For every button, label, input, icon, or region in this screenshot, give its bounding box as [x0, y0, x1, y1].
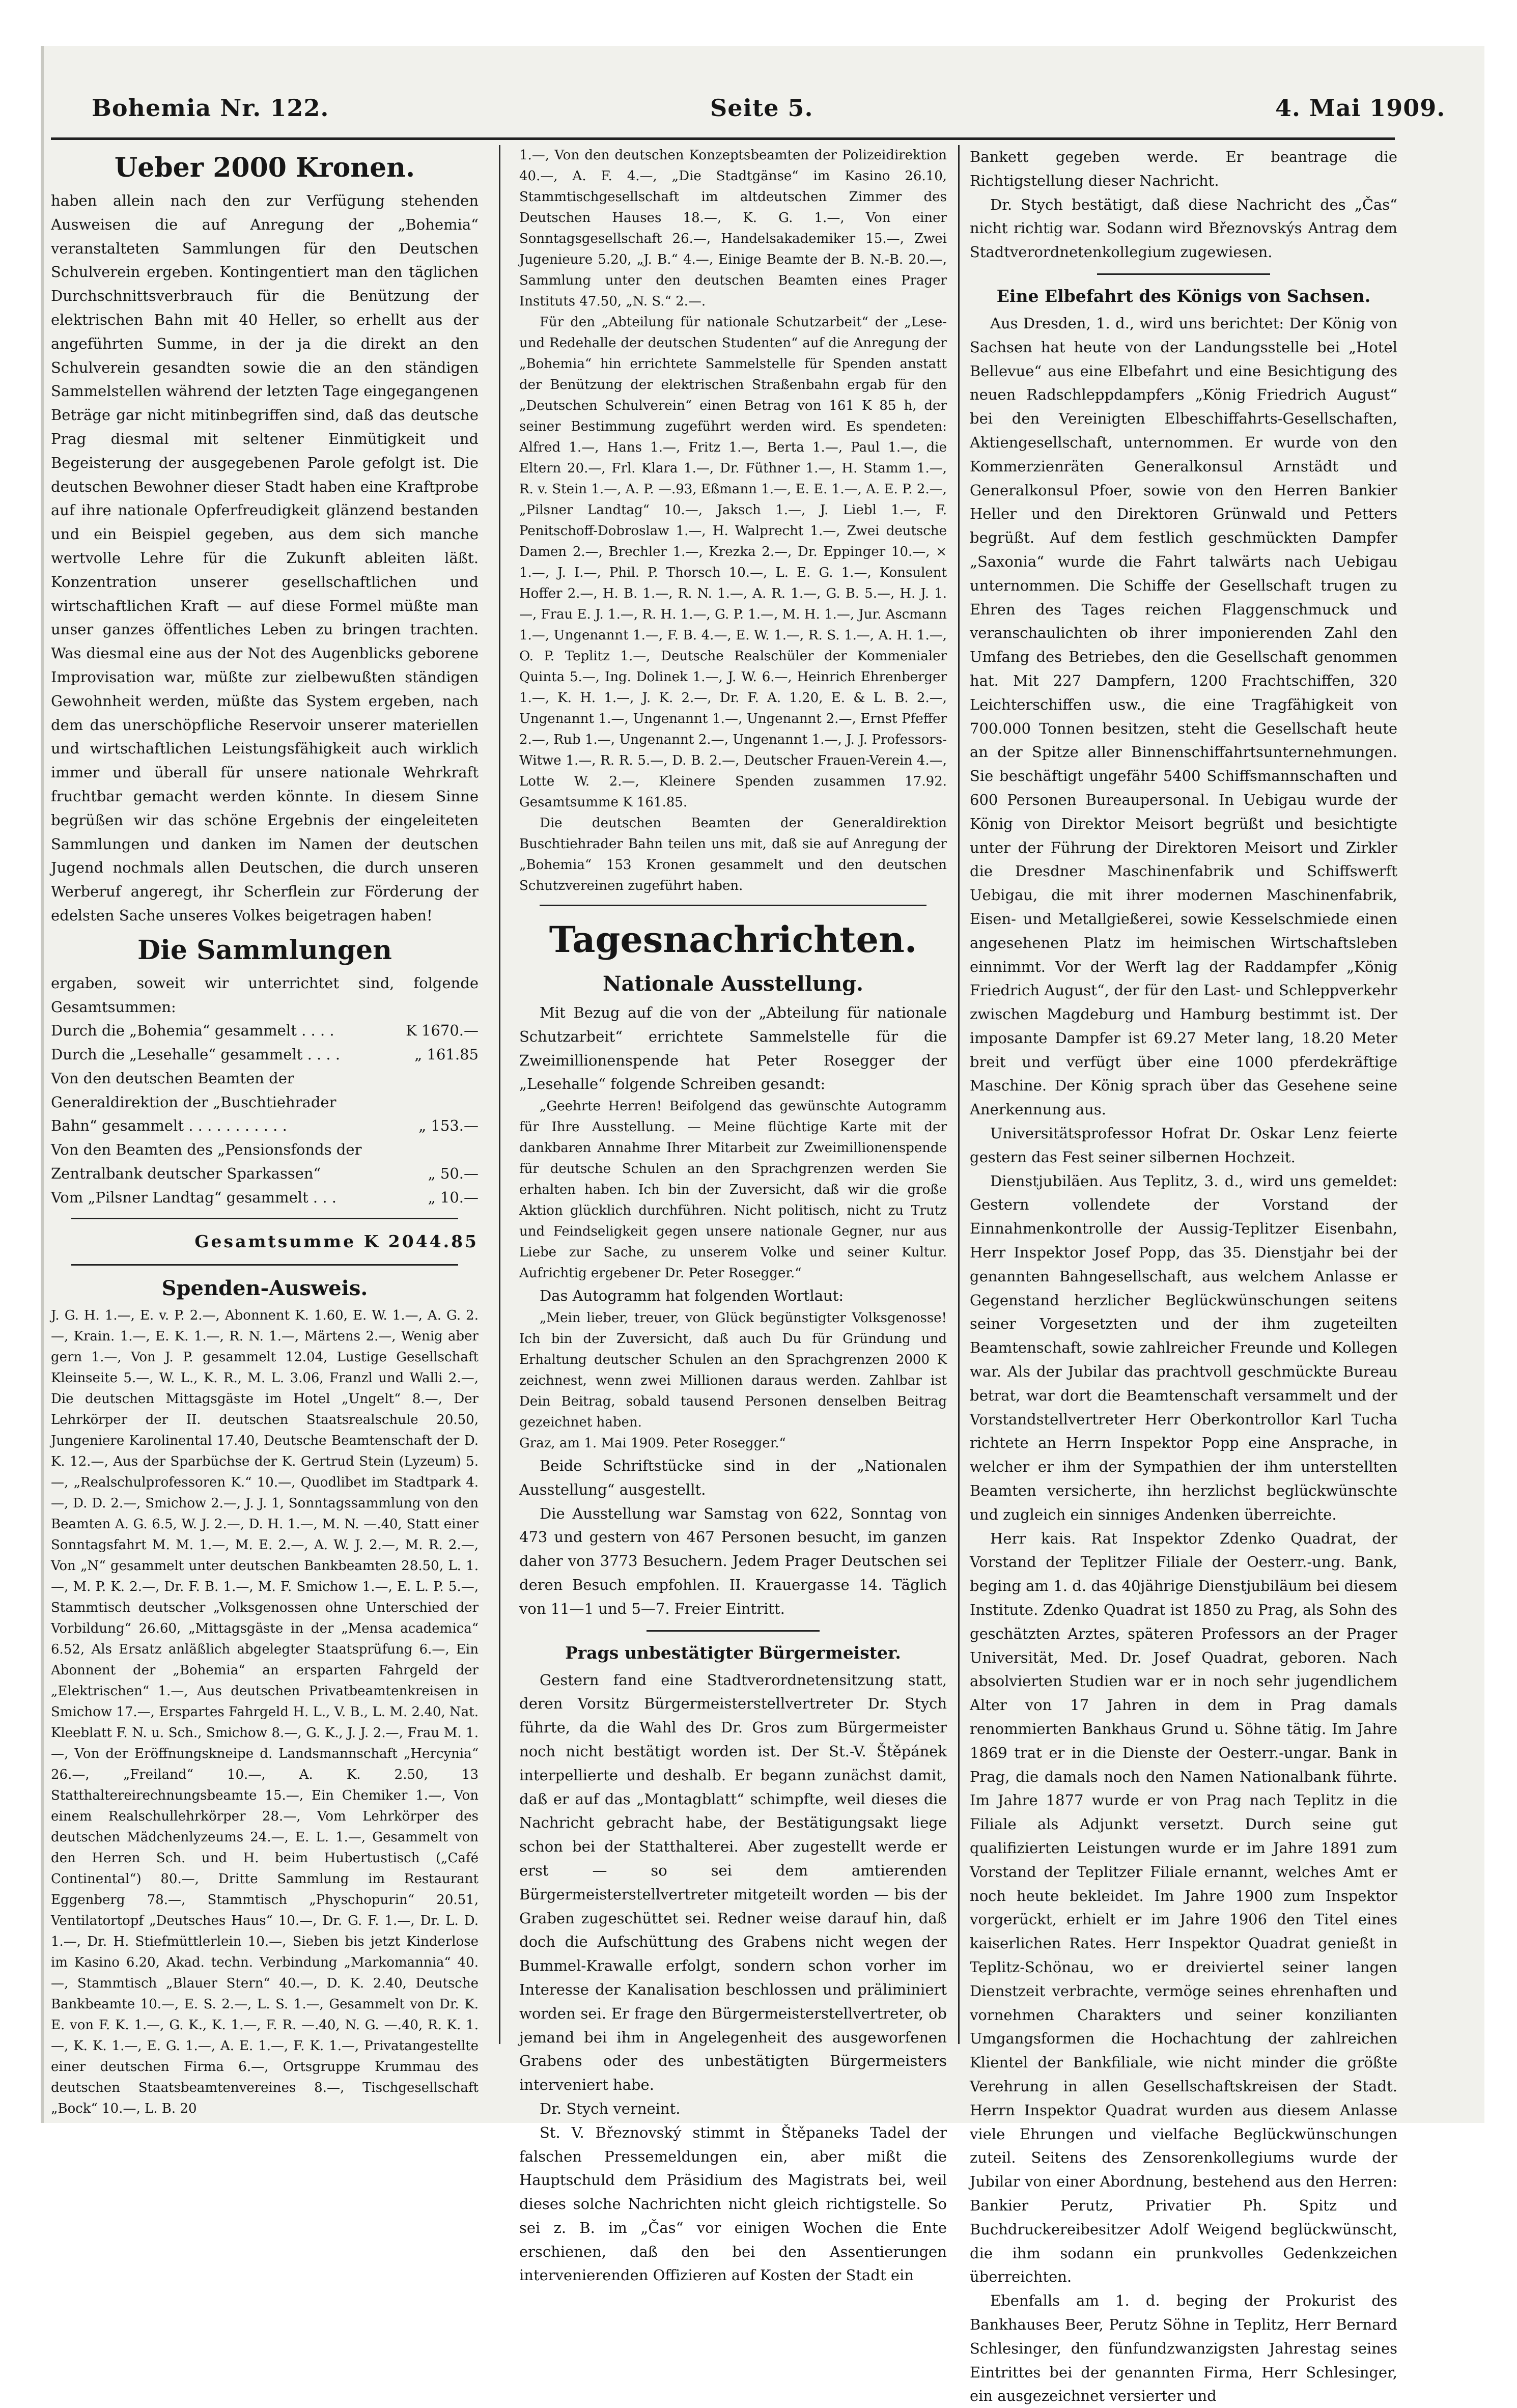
elbefahrt-body: Aus Dresden, 1. d., wird uns berichtet: Der König von Sachsen hat heute von der Landungsstelle bei „Hotel Bellevue“ aus eine Elbefahrt und eine Besichtigung des neuen Radschleppdampfers „König Friedrich August“ bei den Vereinigten Elbeschiffahrts-Gesellschaften, Aktiengesellschaft, unternommen. Er wurde von den Kommerzienräten Generalkonsul Arnstädt und Generalkonsul Pfoer, sowie von den Herren Bankier Heller und den Direktoren Grünwald und Petters begrüßt. Auf dem festlich geschmückten Dampfer „Saxonia“ wurde die Fahrt talwärts nach Uebigau unternommen. Die Schiffe der Gesellschaft trugen zu Ehren des Tages reichen Flaggenschmuck und veranschaulichten ob ihrer imponierenden Zahl den Umfang des Betriebes, den die Gesellschaft genommen hat. Mit 227 Dampfern, 1200 Frachtschiffen, 320 Leichterschiffen usw., die eine Tragfähigkeit von 700.000 Tonnen besitzen, steht die Gesellschaft heute an der Spitze aller Binnenschiffahrtsunternehmungen. Sie beschäftigt ungefähr 5400 Schiffsmannschaften und 600 Personen Bureaupersonal. In Uebigau wurde der König von Direktor Meisort begrüßt und besichtigte unter der Führung der Direktoren Meisort und Zirkler die Dresdner Maschinenfabrik und Schiffswerft Uebigau, die mit ihrer modernen Maschinenfabrik, Eisen- und Metallgießerei, sowie Kesselschmiede einen angesehenen Platz im heimischen Wirtschaftsleben einnimmt. Vor der Werft lag der Raddampfer „König Friedrich August“, der für den Last- und Schleppverkehr zwischen Magdeburg und Hamburg bestimmt ist. Der imposante Dampfer ist 69.27 Meter lang, 18.20 Meter breit und verfügt über eine 1000 pferdekräftige Maschine. Der König sprach über das Gesehene seine Anerkennung aus.: [970, 314, 1397, 1118]
sammlungen-label: Vom „Pilsner Landtag“ gesammelt . . .: [51, 1188, 336, 1206]
sammlungen-row: [51, 1019, 479, 1043]
sammlungen-value: „ 153.—: [418, 1117, 479, 1135]
divider: [71, 1218, 458, 1219]
column-divider-1: [499, 145, 500, 2044]
sammlungen-row: [51, 1138, 479, 1186]
divider: [1097, 273, 1270, 275]
sammlungen-title: Die Sammlungen: [137, 934, 392, 966]
schlesinger-body: Ebenfalls am 1. d. beging der Prokurist des Bankhauses Beer, Perutz Söhne in Teplitz, Herr Bernard Schlesinger, den fünfundzwanzigsten Jahrestag seines Eintrittes bei der genannten Firma, Herr Schlesinger, ein ausgezeichnet versierter und: [970, 2292, 1397, 2405]
sammlungen-label: Durch die „Bohemia“ gesammelt . . . .: [51, 1022, 334, 1040]
dienstjubilaeen-body: Dienstjubiläen. Aus Teplitz, 3. d., wird uns gemeldet: Gestern vollendete der Vorstand der Einnahmenkontrolle der Aussig-Teplitzer Eisenbahn, Herr Inspektor Josef Popp, das 35. Dienstjahr bei der genannten Bahngesellschaft, aus welchem Anlasse er Gegenstand herzlicher Beglückwünschungen seitens seiner Vorgesetzten und der ihm zugeteilten Beamtenschaft, sowie zahlreicher Freunde und Kollegen war. Als der Jubilar das prachtvoll geschmückte Bureau betrat, war dort die Beamtenschaft versammelt und der Vorstandstellvertreter Herr Oberkontrollor Karl Tucha richtete an Herrn Inspektor Popp eine Ansprache, in welcher er ihm der Sympathien der ihm unterstellten Beamten versicherte, ihn herzlichst beglückwünschte und zugleich ein sinniges Andenken überreichte.: [970, 1172, 1397, 1523]
lenz-note: Universitätsprofessor Hofrat Dr. Oskar Lenz feierte gestern das Fest seiner silbernen Hochzeit.: [970, 1125, 1397, 1166]
section-title-tagesnachrichten: Tagesnachrichten.: [549, 918, 917, 961]
buergermeister-body-2: Dr. Stych verneint.: [540, 2099, 681, 2117]
col3-continued-2: Dr. Stych bestätigt, daß diese Nachricht des „Čas“ nicht richtig war. Sodann wird Březnovskýs Antrag dem Stadtverordnetenkollegium zugewiesen.: [970, 195, 1397, 261]
spenden-ausweis-title: Spenden-Ausweis.: [161, 1276, 368, 1300]
spenden-ausweis-body: J. G. H. 1.—, E. v. P. 2.—, Abonnent K. 1.60, E. W. 1.—, A. G. 2.—, Krain. 1.—, E. K. 1.—, R. N. 1.—, Märtens 2.—, Wenig aber gern 1.—, Von J. P. gesammelt 12.04, Lustige Gesellschaft Kleinseite 5.—, W. L., K. R., M. L. 3.06, Franzl und Walli 2.—, Die deutschen Mittagsgäste im Hotel „Ungelt“ 8.—, Der Lehrkörper der II. deutschen Staatsrealschule 20.50, Jungeniere Karolinental 17.40, Deutsche Beamtenschaft der D. K. 12.—, Aus der Sparbüchse der K. Gertrud Stein (Lyzeum) 5.—, „Realschulprofessoren K.“ 10.—, Quodlibet im Stadtpark 4.—, D. D. 2.—, Smichow 2.—, J. J. 1, Sonntagssammlung von den Beamten A. G. 6.5, W. J. 2.—, D. H. 1.—, M. N. —.40, Statt einer Sonntagsfahrt M. M. 1.—, M. E. 2.—, A. W. J. 2.—, M. R. 2.—, Von „N“ gesammelt unter deutschen Bankbeamten 28.50, L. 1.—, M. P. K. 2.—, Dr. F. B. 1.—, M. F. Smichow 1.—, E. L. P. 5.—, Stammtisch deutscher „Volksgenossen ohne Unterschied der Vorbildung“ 26.60, „Mittagsgäste in der „Mensa academica“ 6.52, Als Ersatz anläßlich abgelegter Staatsprüfung 6.—, Ein Abonnent der „Bohemia“ an ersparten Fahrgeld der „Elektrischen“ 1.—, Aus deutschen Privatbeamtenkreisen in Smichow 17.—, Erspartes Fahrgeld H. L., V. B., L. M. 2.40, Nat. Kleeblatt F. N. u. Sch., Smichow 8.—, G. K., J. J. 2.—, Frau M. 1.—, Von der Eröffnungskneipe d. Landsmannschaft „Hercynia“ 26.—, „Freiland“ 10.—, A. K. 2.50, 13 Statthaltereirechnungsbeamte 15.—, Ein Chemiker 1.—, Von einem Realschullehrkörper 28.—, Vom Lehrkörper des deutschen Mädchenlyzeums 24.—, E. L. 1.—, Gesammelt von den Herren Sch. und H. beim Hubertustisch („Café Continental“) 80.—, Dritte Sammlung im Restaurant Eggenberg 78.—, Stammtisch „Physchopurin“ 20.51, Ventilatortopf „Deutsches Haus“ 10.—, Dr. G. F. 1.—, Dr. L. D. 1.—, Dr. H. Stiefmüttlerlein 10.—, Sieben bis jetzt Kinderlose im Kasino 6.20, Akad. techn. Verbindung „Markomannia“ 40.—, Stammtisch „Blauer Stern“ 40.—, D. K. 2.40, Deutsche Bankbeamte 10.—, E. S. 2.—, L. S. 1.—, Gesammelt von Dr. K. E. von F. K. 1.—, G. K., K. 1.—, F. R. —.40, N. G. —.40, R. K. 1.—, K. K. 1.—, E. G. 1.—, A. E. 1.—, F. K. 1.—, Privatangestellte einer deutschen Firma 6.—, Ortsgruppe Krummau des deutschen Staatsbeamtenvereines 8.—, Tischgesellschaft „Bock“ 10.—, L. B. 20: [51, 1307, 479, 2116]
header-rule: [51, 137, 1395, 140]
divider: [647, 1630, 820, 1632]
divider: [540, 905, 926, 906]
sammlungen-value: „ 10.—: [428, 1188, 479, 1206]
autogramm-text: „Mein lieber, treuer, von Glück begünstigter Volksgenosse! Ich bin der Zuversicht, daß auch Du für Gründung und Erhaltung deutscher Schulen an den Sprachgrenzen 2000 K zeichnest, wenn zwei Millionen daraus werden. Zahlbar ist Dein Beitrag, sobald tausend Personen denselben Beitrag gezeichnet haben.: [519, 1310, 947, 1430]
article-body-2000-kronen: haben allein nach den zur Verfügung stehenden Ausweisen die auf Anregung der „Bohemia“ veranstalteten Sammlungen für den Deutschen Schulverein ergeben. Kontingentiert man den täglichen Durchschnittsverbrauch für die Benützung der elektrischen Bahn mit 40 Heller, so erhellt aus der angeführten Summe, in der ja die direkt an den Schulverein gesandten sowie die an den ständigen Sammelstellen während der letzten Tage eingegangenen Beträge gar nicht mitinbegriffen sind, daß das deutsche Prag diesmal mit seltener Einmütigkeit und Begeisterung der ausgegebenen Parole gefolgt ist. Die deutschen Bewohner dieser Stadt haben eine Kraftprobe auf ihre nationale Opferfreudigkeit glänzend bestanden und ein Beispiel gegeben, aus dem sich manche wertvolle Lehre für die Zukunft ableiten läßt. Konzentration unserer gesellschaftlichen und wirtschaftlichen Kraft — auf diese Formel müßte man unser ganzes öffentliches Leben zu bringen trachten. Was diesmal eine aus der Not des Augenblicks geborene Improvisation war, müßte zur zielbewußten ständigen Gewohnheit werden, müßte das System ergeben, nach dem das unerschöpfliche Reservoir unserer materiellen und wirtschaftlichen Leistungsfähigkeit auch wirklich immer und überall für unsere nationale Wehrkraft fruchtbar gemacht werden könnte. In diesem Sinne begrüßen wir das schöne Ergebnis der eingeleiteten Sammlungen und danken im Namen der deutschen Jugend nochmals allen Deutschen, die durch unseren Werberuf angeregt, ihr Scherflein zur Förderung der edelsten Sache unseres Volkes beigetragen haben!: [51, 192, 479, 924]
sammlungen-row: [51, 1186, 479, 1210]
column-3: [970, 145, 1397, 2405]
rosegger-letter: „Geehrte Herren! Beifolgend das gewünschte Autogramm für Ihre Ausstellung. — Meine flüchtige Karte mit der dankbaren Annahme Ihrer Mitarbeit zur Zweimillionenspende für deutsche Schulen an den Sprachgrenzen werden Sie erhalten haben. Ich bin der Zuversicht, daß wir die große Aktion glücklich durchführen. Nicht politisch, nicht zu Trutz und Feindseligkeit gegen unsere nationale Gegner, nur aus Liebe zur Sache, zu unserem Volke und seiner Kultur. Aufrichtig ergebener Dr. Peter Rosegger.“: [519, 1099, 947, 1281]
sammlungen-value: K 1670.—: [406, 1022, 479, 1040]
sammlungen-intro: ergaben, soweit wir unterrichtet sind, folgende Gesamtsummen:: [51, 974, 479, 1016]
sammlungen-row: [51, 1067, 479, 1138]
schutzarbeit-report: Für den „Abteilung für nationale Schutzarbeit“ der „Lese- und Redehalle der deutschen Studenten“ auf die Anregung der „Bohemia“ hin errichtete Sammelstelle für Spenden anstatt der Benützung der elektrischen Straßenbahn ergab für den „Deutschen Schulverein“ einen Betrag von 161 K 85 h, der seiner Bestimmung zugeführt werden wird. Es spendeten: Alfred 1.—, Hans 1.—, Fritz 1.—, Berta 1.—, Paul 1.—, die Eltern 20.—, Frl. Klara 1.—, Dr. Füthner 1.—, H. Stamm 1.—, R. v. Stein 1.—, A. P. —.93, Eßmann 1.—, E. E. 1.—, A. E. P. 2.—, „Pilsner Landtag“ 10.—, Jaksch 1.—, J. Liebl 1.—, F. Penitschoff-Dobroslaw 1.—, H. Walprecht 1.—, Zwei deutsche Damen 2.—, Brechler 1.—, Krezka 2.—, Dr. Eppinger 10.—, × 1.—, J. I.—, Phil. P. Thorsch 10.—, L. E. G. 1.—, Konsulent Hoffer 2.—, H. B. 1.—, R. N. 1.—, A. R. 1.—, G. B. 5.—, H. J. 1.—, Frau E. J. 1.—, R. H. 1.—, G. P. 1.—, M. H. 1.—, Jur. Ascmann 1.—, Ungenannt 1.—, F. B. 4.—, E. W. 1.—, R. S. 1.—, A. H. 1.—, O. P. Teplitz 1.—, Deutsche Realschüler der Kommenialer Quinta 5.—, Ing. Dolinek 1.—, J. W. 6.—, Heinrich Ehrenberger 1.—, K. H. 1.—, J. K. 2.—, Dr. F. A. 1.20, E. & L. B. 2.—, Ungenannt 1.—, Ungenannt 1.—, Ungenannt 2.—, Ernst Pfeffer 2.—, Rub 1.—, Ungenannt 2.—, Ungenannt 1.—, J. J. Professors-Witwe 1.—, R. R. 5.—, D. B. 2.—, Deutscher Frauen-Verein 4.—, Lotte W. 2.—, Kleinere Spenden zusammen 17.92. Gesamtsumme K 161.85.: [519, 315, 947, 810]
col3-continued-1: Bankett gegeben werde. Er beantrage die Richtigstellung dieser Nachricht.: [970, 148, 1397, 189]
sammlungen-label: Durch die „Lesehalle“ gesammelt . . . .: [51, 1046, 341, 1063]
sammlungen-row: [51, 1043, 479, 1067]
buergermeister-body-3: St. V. Březnovský stimmt in Štěpaneks Tadel der falschen Pressemeldungen ein, aber mißt die Hauptschuld dem Präsidium des Magistrats bei, weil dieses solche Nachrichten nicht gleich richtigstelle. So sei z. B. im „Čas“ vor einigen Wochen die Ente erschienen, daß den bei den Assentierungen intervenierenden Offizieren auf Kosten der Stadt ein: [519, 2123, 947, 2284]
elbefahrt-title: Eine Elbefahrt des Königs von Sachsen.: [996, 286, 1371, 306]
sammlungen-table: [51, 1019, 479, 1209]
sammlungen-label: Von den Beamten des „Pensionsfonds der Zentralbank deutscher Sparkassen“: [51, 1141, 362, 1183]
gesamtsumme: Gesamtsumme K 2044.85: [194, 1231, 479, 1251]
column-2: [519, 145, 947, 2284]
quadrat-body: Herr kais. Rat Inspektor Zdenko Quadrat, der Vorstand der Teplitzer Filiale der Oesterr.-ung. Bank, beging am 1. d. das 40jährige Dienstjubiläum bei diesem Institute. Zdenko Quadrat ist 1850 zu Prag, als Sohn des geschätzten Arztes, späteren Professors an der Prager Universität, Med. Dr. Josef Quadrat, geboren. Nach absolvierten Studien war er in noch sehr jugendlichem Alter von 17 Jahren in dem in Prag damals renommierten Bankhaus Grund u. Söhne tätig. Im Jahre 1869 trat er in die Dienste der Oesterr.-ungar. Bank in Prag, die damals noch den Namen Nationalbank führte. Im Jahre 1877 wurde er von Prag nach Teplitz in die Filiale als Adjunkt versetzt. Durch seine gut qualifizierten Leistungen wurde er im Jahre 1891 zum Vorstand der Teplitzer Filiale ernannt, welches Amt er noch heute bekleidet. Im Jahre 1900 zum Inspektor vorgerückt, erhielt er im Jahre 1906 den Titel eines kaiserlichen Rates. Herr Inspektor Quadrat genießt in Teplitz-Schönau, wo er dreiviertel seiner langen Dienstzeit verbrachte, vermöge seines ehrenhaften und vornehmen Charakters und seiner konzilianten Umgangsformen die Hochachtung der zahlreichen Klientel der Bankfiliale, wie nicht minder die größte Verehrung in allen Gesellschaftskreisen der Stadt. Herrn Inspektor Quadrat wurden aus diesem Anlasse viele Ehrungen und vielfache Beglückwünschungen zuteil. Seitens des Zensorenkollegiums wurde der Jubilar von einer Abordnung, bestehend aus den Herren: Bankier Perutz, Privatier Ph. Spitz und Buchdruckereibesitzer Adolf Weigend beglückwünscht, die ihm sodann ein prunkvolles Gedenkzeichen überreichten.: [970, 1529, 1397, 2286]
header-left: Bohemia Nr. 122.: [92, 94, 329, 122]
buschtiehrad-report: Die deutschen Beamten der Generaldirektion Buschtiehrader Bahn teilen uns mit, daß sie auf Anregung der „Bohemia“ 153 Kronen gesammelt und den deutschen Schutzvereinen zugeführt haben.: [519, 816, 947, 893]
column-divider-2: [958, 145, 960, 2044]
spenden-continued: 1.—, Von den deutschen Konzeptsbeamten der Polizeidirektion 40.—, A. F. 4.—, „Die Stadtgänse“ im Kasino 26.10, Stammtischgesellschaft im altdeutschen Zimmer des Deutschen Hauses 18.—, K. G. 1.—, Von einer Sonntagsgesellschaft 26.—, Handelsakademiker 15.—, Zwei Jugenieure 5.20, „J. B.“ 4.—, Einige Beamte der B. N.-B. 20.—, Sammlung unter den deutschen Beamten eines Prager Instituts 47.50, „N. S.“ 2.—.: [519, 148, 947, 309]
autogramm-signature: Graz, am 1. Mai 1909. Peter Rosegger.“: [519, 1435, 786, 1451]
autogramm-intro: Das Autogramm hat folgenden Wortlaut:: [540, 1287, 844, 1305]
column-1: [51, 145, 479, 2116]
divider: [71, 1264, 458, 1266]
article-title-2000-kronen: Ueber 2000 Kronen.: [114, 152, 415, 183]
header-right: 4. Mai 1909.: [1275, 94, 1446, 122]
ausstellung-intro: Mit Bezug auf die von der „Abteilung für nationale Schutzarbeit“ errichtete Sammelstelle für die Zweimillionenspende hat Peter Rosegger der „Lesehalle“ folgende Schreiben gesandt:: [519, 1004, 947, 1093]
buergermeister-title: Prags unbestätigter Bürgermeister.: [565, 1642, 901, 1663]
sammlungen-value: „ 161.85: [414, 1046, 479, 1063]
ausstellung-title: Nationale Ausstellung.: [603, 972, 863, 996]
ausstellung-note: Beide Schriftstücke sind in der „Nationalen Ausstellung“ ausgestellt.: [519, 1457, 947, 1498]
sammlungen-label: Von den deutschen Beamten der Generaldirektion der „Buschtiehrader Bahn“ gesammelt . . . . . . . . . . .: [51, 1069, 336, 1135]
buergermeister-body-1: Gestern fand eine Stadtverordnetensitzung statt, deren Vorsitz Bürgermeisterstellvertreter Dr. Stych führte, da die Wahl des Dr. Gros zum Bürgermeister noch nicht bestätigt worden ist. Der St.-V. Štěpánek interpellierte und deshalb. Er begann zunächst damit, daß er auf das „Montagblatt“ schimpfte, weil dieses die Nachricht gebracht habe, der Bestätigungsakt liege schon bei der Statthalterei. Aber zugestellt werde er erst — so sei dem amtierenden Bürgermeisterstellvertreter mitgeteilt worden — bis der Graben zugeschüttet sei. Redner weise darauf hin, daß doch die Aufschüttung des Grabens nicht wegen der Bummel-Krawalle erfolgt, sondern schon vorher im Interesse der Kanalisation beschlossen und präliminiert worden sei. Er frage den Bürgermeisterstellvertreter, ob jemand bei ihm in Angelegenheit des ausgeworfenen Grabens oder des unbestätigten Bürgermeisters interveniert habe.: [519, 1671, 947, 2094]
header-center: Seite 5.: [710, 94, 813, 122]
sammlungen-value: „ 50.—: [428, 1165, 479, 1183]
ausstellung-visitors: Die Ausstellung war Samstag von 622, Sonntag von 473 und gestern von 467 Personen besucht, im ganzen daher von 3773 Besuchern. Jedem Prager Deutschen sei deren Besuch empfohlen. II. Krauergasse 14. Täglich von 11—1 und 5—7. Freier Eintritt.: [519, 1504, 947, 1617]
